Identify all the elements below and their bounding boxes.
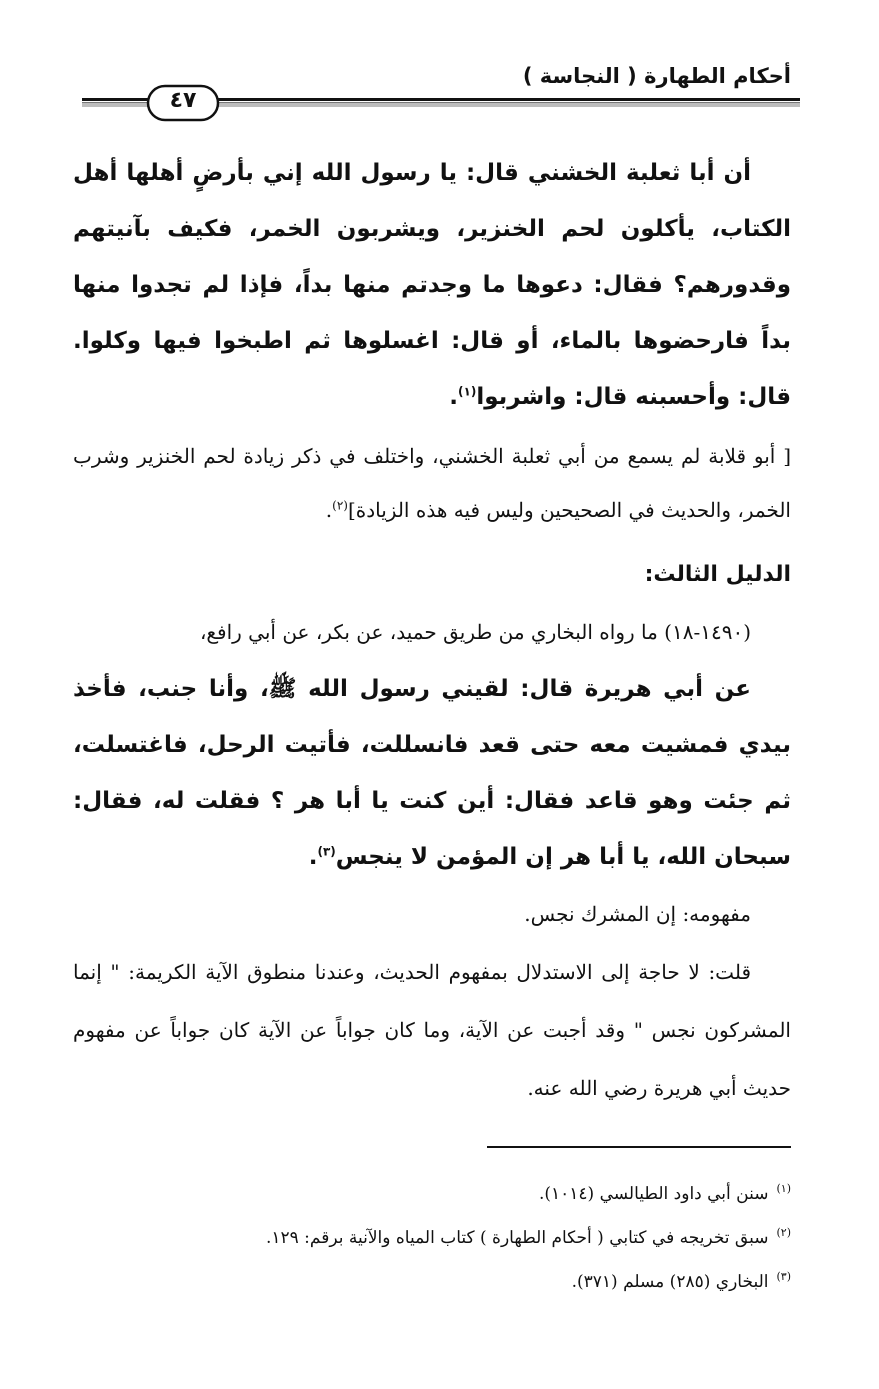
footnote-ref-3[interactable]: (٣)	[317, 844, 336, 859]
footnote-ref-1[interactable]: (١)	[458, 384, 477, 399]
hadith-end-1: .	[449, 384, 459, 410]
narration-chain: (١٤٩٠-١٨) ما رواه البخاري من طريق حميد، عن بكر، عن أبي رافع،	[199, 620, 751, 644]
running-title: أحكام الطهارة ( النجاسة )	[522, 64, 791, 88]
note-paragraph	[73, 429, 791, 537]
footnote-rule	[487, 1146, 791, 1148]
commentary-paragraph: قلت: لا حاجة إلى الاستدلال بمفهوم الحديث، وعندنا منطوق الآية الكريمة: " إنما المشركون نجس " وقد أجبت عن الآية، وما كان جواباً عن الآية كان جواباً عن مفهوم حديث أبي هريرة رضي الله عنه.	[73, 960, 791, 1100]
footnote-number-1: (١)	[776, 1182, 791, 1196]
section-heading: الدليل الثالث:	[644, 562, 791, 587]
footnote-number-3: (٣)	[776, 1270, 791, 1284]
hadith-text-2: عن أبي هريرة قال: لقيني رسول الله ﷺ، وأنا جنب، فأخذ بيدي فمشيت معه حتى قعد فانسللت، فأتيت الرحل، فاغتسلت، ثم جئت وهو قاعد فقال: أين كنت يا أبا هر ؟ فقلت له، فقال: سبحان الله، يا أبا هر إن المؤمن لا ينجس	[73, 676, 791, 870]
footnote-text-2: سبق تخريجه في كتابي ( أحكام الطهارة ) كتاب المياه والآنية برقم: ١٢٩.	[265, 1228, 769, 1248]
footnote-3	[73, 1260, 791, 1304]
footnote-ref-2[interactable]: (٢)	[332, 498, 348, 513]
footnote-number-2: (٢)	[776, 1226, 791, 1240]
hadith-paragraph-2	[73, 661, 791, 885]
page-number: ٤٧	[169, 88, 197, 113]
hadith-text-1: أن أبا ثعلبة الخشني قال: يا رسول الله إني بأرضٍ أهلها أهل الكتاب، يأكلون لحم الخنزير، ويشربون الخمر، فكيف بآنيتهم وقدورهم؟ فقال: دعوها ما وجدتم منها بداً، فإذا لم تجدوا منها بداً فارحضوها بالماء، أو قال: اغسلوها ثم اطبخوا فيها وكلوا. قال: وأحسبنه قال: واشربوا	[73, 160, 791, 410]
footnote-text-3: البخاري (٢٨٥) مسلم (٣٧١).	[571, 1272, 769, 1292]
inference-line: مفهومه: إن المشرك نجس.	[524, 902, 751, 926]
footnote-2	[73, 1216, 791, 1260]
hadith-end-2: .	[308, 844, 318, 870]
main-text	[73, 145, 791, 1117]
footnote-text-1: سنن أبي داود الطيالسي (١٠١٤).	[538, 1184, 769, 1204]
note-text: [ أبو قلابة لم يسمع من أبي ثعلبة الخشني، واختلف في ذكر زيادة لحم الخنزير وشرب الخمر، والحديث في الصحيحين وليس فيه هذه الزيادة]	[73, 444, 791, 522]
footnotes	[73, 1172, 791, 1304]
hadith-paragraph-1	[73, 145, 791, 425]
footnote-1	[73, 1172, 791, 1216]
note-end: .	[325, 498, 333, 522]
